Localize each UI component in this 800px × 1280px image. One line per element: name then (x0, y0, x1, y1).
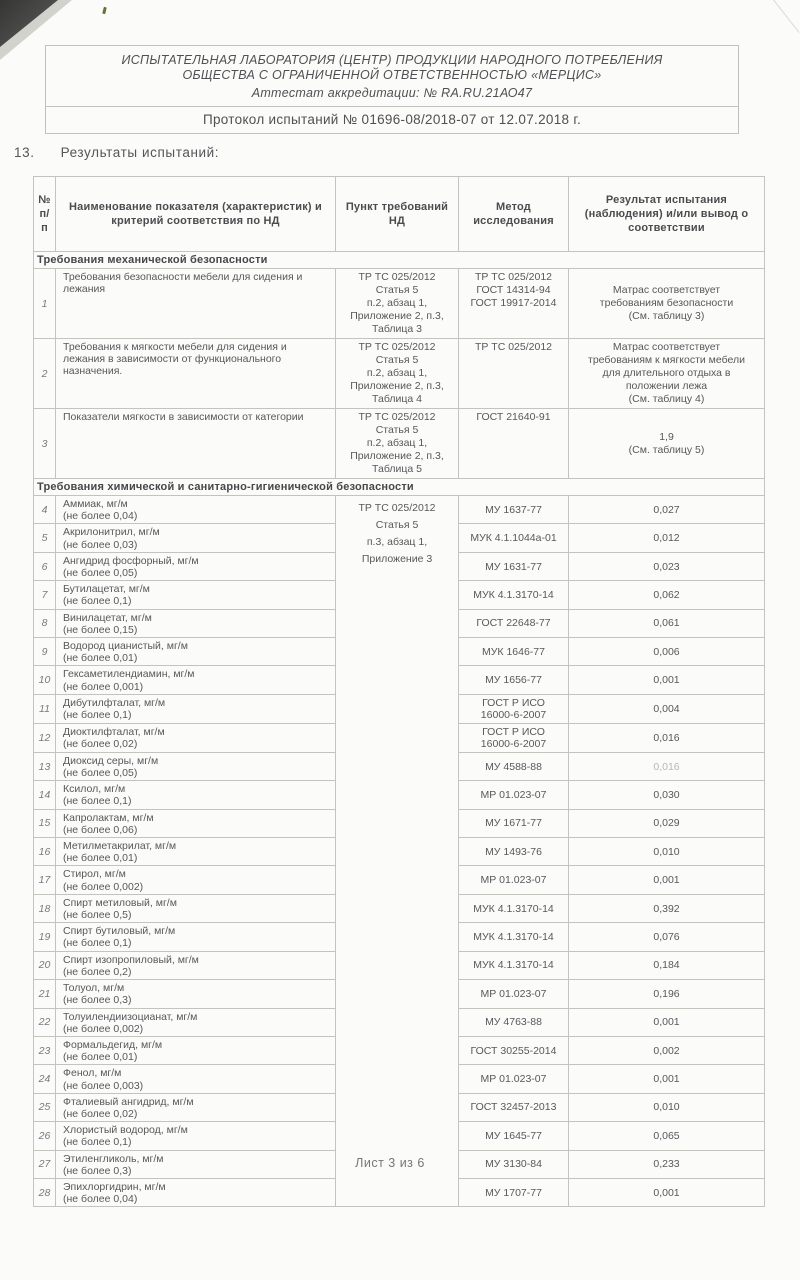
clause-cell (336, 339, 459, 409)
protocol-number-line: Протокол испытаний № 01696-08/2018-07 от 12.07.2018 г. (46, 106, 738, 133)
cell-line: Стирол, мг/м (63, 868, 126, 881)
method-cell: МР 01.023-07 (459, 866, 569, 894)
cell-line: Фталиевый ангидрид, мг/м (63, 1095, 194, 1108)
cell-line: (не более 0,02) (63, 738, 138, 751)
cell-line: ГОСТ 21640-91 (476, 411, 551, 423)
cell-line: (не более 0,05) (63, 567, 138, 580)
result-cell: 0,016 (569, 752, 765, 780)
cell-line: (не более 0,01) (63, 1051, 138, 1064)
cell-line: (не более 0,06) (63, 823, 138, 836)
row-number-cell: 19 (34, 923, 56, 951)
method-cell: МУК 4.1.3170-14 (459, 951, 569, 979)
cell-line: Спирт бутиловый, мг/м (63, 925, 176, 938)
cell-line: Хлористый водород, мг/м (63, 1124, 188, 1137)
indicator-name-cell: Требования к мягкости мебели для сидения и лежания в зависимости от функционального назначения. (56, 339, 336, 409)
cell-line: (не более 0,002) (63, 880, 144, 893)
indicator-name-cell (56, 1178, 336, 1206)
cell-line: (не более 0,01) (63, 652, 138, 665)
table-row (34, 269, 765, 339)
method-cell: МУ 4588-88 (459, 752, 569, 780)
method-cell: МУ 1656-77 (459, 666, 569, 694)
indicator-name-cell (56, 809, 336, 837)
result-cell (569, 269, 765, 339)
indicator-name-cell (56, 552, 336, 580)
cell-line: ТР ТС 025/2012 (358, 502, 436, 514)
cell-line: (не более 0,2) (63, 965, 132, 978)
result-cell: 0,001 (569, 866, 765, 894)
table-row (34, 409, 765, 479)
column-header: Наименование показателя (характеристик) и критерий соответствия по НД (56, 177, 336, 252)
column-header: Метод исследования (459, 177, 569, 252)
method-cell (459, 409, 569, 479)
cell-line: Метилметакрилат, мг/м (63, 840, 177, 853)
row-number-cell: 15 (34, 809, 56, 837)
cell-line: Таблица 4 (372, 393, 422, 405)
cell-line: (не более 0,03) (63, 538, 138, 551)
cell-line: (не более 0,04) (63, 510, 138, 523)
cell-line: ТР ТС 025/2012 (474, 271, 553, 283)
indicator-name-cell (56, 752, 336, 780)
indicator-name-cell (56, 609, 336, 637)
method-cell (459, 694, 569, 723)
method-cell: ГОСТ 22648-77 (459, 609, 569, 637)
page-number-footer: Лист 3 из 6 (355, 1156, 425, 1170)
indicator-name-cell (56, 1036, 336, 1064)
row-number-cell: 14 (34, 781, 56, 809)
result-cell: 0,001 (569, 1178, 765, 1206)
cell-line: Ксилол, мг/м (63, 783, 126, 796)
cell-line: ГОСТ 14314-94 (476, 284, 551, 296)
row-number-cell: 7 (34, 581, 56, 609)
cell-line: Толуол, мг/м (63, 982, 125, 995)
cell-line: Статья 5 (375, 424, 419, 436)
cell-line: Матрас соответствует (612, 341, 721, 353)
method-cell (459, 339, 569, 409)
cell-line: Таблица 5 (372, 463, 422, 475)
indicator-name-cell: Показатели мягкости в зависимости от категории (56, 409, 336, 479)
cell-line: ТР ТС 025/2012 (358, 271, 436, 283)
indicator-name-cell (56, 638, 336, 666)
cell-line: Аммиак, мг/м (63, 498, 128, 510)
row-number-cell: 20 (34, 951, 56, 979)
cell-line: 16000-6-2007 (480, 708, 547, 721)
cell-line: (не более 0,001) (63, 680, 144, 693)
cell-line: Дибутилфталат, мг/м (63, 696, 166, 709)
indicator-name-cell (56, 923, 336, 951)
method-cell: МУК 4.1.3170-14 (459, 923, 569, 951)
cell-line: Статья 5 (375, 284, 419, 296)
cell-line: ГОСТ Р ИСО (482, 725, 545, 738)
indicator-name-cell (56, 781, 336, 809)
cell-line: ТР ТС 025/2012 (474, 341, 553, 353)
method-cell: МУК 4.1.1044а-01 (459, 524, 569, 552)
cell-line: Приложение 2, п.3, (350, 380, 444, 392)
cell-line: ГОСТ Р ИСО (482, 696, 545, 709)
cell-line: Приложение 2, п.3, (350, 450, 444, 462)
result-cell: 0,010 (569, 1093, 765, 1121)
row-number-cell: 11 (34, 694, 56, 723)
cell-line: (не более 0,002) (63, 1022, 144, 1035)
clause-cell (336, 409, 459, 479)
result-cell: 0,027 (569, 496, 765, 524)
row-number-cell: 1 (34, 269, 56, 339)
cell-line: (не более 0,1) (63, 1136, 132, 1149)
cell-line: Спирт изопропиловый, мг/м (63, 953, 199, 966)
cell-line: (не более 0,05) (63, 767, 138, 780)
result-cell: 0,233 (569, 1150, 765, 1178)
method-cell: МР 01.023-07 (459, 1065, 569, 1093)
row-number-cell: 22 (34, 1008, 56, 1036)
indicator-name-cell (56, 496, 336, 524)
cell-line: (См. таблицу 5) (628, 443, 705, 456)
indicator-name-cell (56, 951, 336, 979)
result-cell: 0,062 (569, 581, 765, 609)
results-heading-number: 13. (14, 145, 35, 160)
cell-line: Акрилонитрил, мг/м (63, 526, 160, 539)
cell-line: Фенол, мг/м (63, 1067, 122, 1080)
table-header-row (34, 177, 765, 252)
indicator-name-cell (56, 866, 336, 894)
cell-line: требованиям безопасности (599, 297, 734, 309)
indicator-name-cell (56, 1093, 336, 1121)
results-section-heading (14, 145, 219, 160)
row-number-cell: 12 (34, 723, 56, 752)
cell-line: для длительного отдыха в (602, 367, 731, 379)
scan-edge-artifact (770, 0, 799, 33)
indicator-name-cell (56, 524, 336, 552)
cell-line: (не более 0,003) (63, 1079, 144, 1092)
result-cell: 0,392 (569, 894, 765, 922)
method-cell: МУ 1493-76 (459, 838, 569, 866)
indicator-name-cell (56, 1065, 336, 1093)
indicator-name-cell (56, 581, 336, 609)
cell-line: Бутилацетат, мг/м (63, 583, 150, 596)
result-cell: 0,001 (569, 1065, 765, 1093)
cell-line: п.2, абзац 1, (366, 367, 428, 379)
cell-line: (не более 0,1) (63, 795, 132, 808)
cell-line: Формальдегид, мг/м (63, 1038, 163, 1051)
result-cell: 0,065 (569, 1122, 765, 1150)
section-header-row (34, 479, 765, 496)
clause-cell (336, 269, 459, 339)
method-cell: МУК 1646-77 (459, 638, 569, 666)
indicator-name-cell (56, 1008, 336, 1036)
cell-line: (не более 0,02) (63, 1107, 138, 1120)
cell-line: (не более 0,3) (63, 1164, 132, 1177)
cell-line: Толуилендиизоцианат, мг/м (63, 1010, 198, 1023)
row-number-cell: 6 (34, 552, 56, 580)
row-number-cell: 28 (34, 1178, 56, 1206)
row-number-cell: 3 (34, 409, 56, 479)
row-number-cell: 4 (34, 496, 56, 524)
row-number-cell: 27 (34, 1150, 56, 1178)
result-cell: 0,030 (569, 781, 765, 809)
cell-line: (не более 0,5) (63, 909, 132, 922)
result-cell: 0,076 (569, 923, 765, 951)
result-cell: 0,001 (569, 666, 765, 694)
method-cell: МУ 1631-77 (459, 552, 569, 580)
indicator-name-cell (56, 694, 336, 723)
cell-line: Диоксид серы, мг/м (63, 754, 159, 767)
cell-line: п.2, абзац 1, (366, 437, 428, 449)
cell-line: (не более 0,15) (63, 623, 138, 636)
cell-line: положении лежа (625, 380, 708, 392)
cell-line: (не более 0,1) (63, 595, 132, 608)
clause-cell-merged (336, 496, 459, 1207)
section-header-row (34, 252, 765, 269)
cell-line: Этиленгликоль, мг/м (63, 1152, 164, 1165)
row-number-cell: 23 (34, 1036, 56, 1064)
cell-line: требованиям к мягкости мебели (588, 354, 745, 366)
indicator-name-cell (56, 980, 336, 1008)
column-header: Пункт требований НД (336, 177, 459, 252)
result-cell: 0,004 (569, 694, 765, 723)
cell-line: (не более 0,1) (63, 937, 132, 950)
indicator-name-cell (56, 666, 336, 694)
results-heading-label: Результаты испытаний: (60, 145, 220, 160)
cell-line: Статья 5 (375, 519, 419, 531)
cell-line: (См. таблицу 3) (628, 310, 705, 322)
result-cell: 0,023 (569, 552, 765, 580)
column-header: Результат испытания (наблюдения) и/или вывод о соответствии (569, 177, 765, 252)
cell-line: (не более 0,04) (63, 1193, 138, 1206)
results-table-body (34, 177, 765, 1207)
report-header (45, 45, 739, 134)
lab-title-line-2: ОБЩЕСТВА С ОГРАНИЧЕННОЙ ОТВЕТСТВЕННОСТЬЮ «МЕРЦИС» (182, 68, 602, 82)
cell-line: Винилацетат, мг/м (63, 611, 152, 624)
row-number-cell: 8 (34, 609, 56, 637)
result-cell: 0,029 (569, 809, 765, 837)
result-cell: 0,016 (569, 723, 765, 752)
table-row (34, 496, 765, 524)
cell-line: Ангидрид фосфорный, мг/м (63, 554, 199, 567)
result-cell: 0,196 (569, 980, 765, 1008)
cell-line: п.3, абзац 1, (366, 536, 428, 548)
section-title: Требования химической и санитарно-гигиенической безопасности (34, 479, 765, 496)
cell-line: (не более 0,3) (63, 994, 132, 1007)
method-cell: ГОСТ 32457-2013 (459, 1093, 569, 1121)
row-number-cell: 16 (34, 838, 56, 866)
row-number-cell: 5 (34, 524, 56, 552)
cell-line: Статья 5 (375, 354, 419, 366)
method-cell: МР 01.023-07 (459, 781, 569, 809)
cell-line: Гексаметилендиамин, мг/м (63, 668, 195, 681)
result-cell: 0,006 (569, 638, 765, 666)
method-cell: МУ 1645-77 (459, 1122, 569, 1150)
result-cell: 0,001 (569, 1008, 765, 1036)
cell-line: (См. таблицу 4) (628, 393, 705, 405)
cell-line: Капролактам, мг/м (63, 811, 154, 824)
row-number-cell: 10 (34, 666, 56, 694)
method-cell: МУК 4.1.3170-14 (459, 894, 569, 922)
lab-title-block (46, 46, 738, 106)
result-cell: 0,002 (569, 1036, 765, 1064)
indicator-name-cell (56, 723, 336, 752)
cell-line: Приложение 2, п.3, (350, 310, 444, 322)
method-cell (459, 269, 569, 339)
cell-line: 16000-6-2007 (480, 737, 547, 750)
row-number-cell: 2 (34, 339, 56, 409)
cell-line: (не более 0,01) (63, 852, 138, 865)
method-cell: МУК 4.1.3170-14 (459, 581, 569, 609)
results-table (33, 176, 765, 1207)
result-cell: 0,012 (569, 524, 765, 552)
row-number-cell: 9 (34, 638, 56, 666)
method-cell: МУ 1707-77 (459, 1178, 569, 1206)
indicator-name-cell (56, 1122, 336, 1150)
cell-line: 1,9 (659, 430, 674, 443)
cell-line: Матрас соответствует (612, 284, 721, 296)
row-number-cell: 26 (34, 1122, 56, 1150)
cell-line: ТР ТС 025/2012 (358, 341, 436, 353)
row-number-cell: 13 (34, 752, 56, 780)
cell-line: Приложение 3 (361, 553, 433, 565)
row-number-cell: 17 (34, 866, 56, 894)
result-cell: 0,184 (569, 951, 765, 979)
result-cell: 0,061 (569, 609, 765, 637)
accreditation-line: Аттестат аккредитации: № RA.RU.21АО47 (251, 86, 533, 100)
row-number-cell: 21 (34, 980, 56, 1008)
method-cell: МУ 1671-77 (459, 809, 569, 837)
cell-line: Диоктилфталат, мг/м (63, 725, 165, 738)
column-header: № п/п (34, 177, 56, 252)
result-cell (569, 409, 765, 479)
cell-line: ТР ТС 025/2012 (358, 411, 436, 423)
method-cell: МУ 3130-84 (459, 1150, 569, 1178)
row-number-cell: 18 (34, 894, 56, 922)
cell-line: Спирт метиловый, мг/м (63, 896, 177, 909)
method-cell: ГОСТ 30255-2014 (459, 1036, 569, 1064)
cell-line: п.2, абзац 1, (366, 297, 428, 309)
cell-line: (не более 0,1) (63, 709, 132, 722)
indicator-name-cell (56, 894, 336, 922)
method-cell (459, 723, 569, 752)
cell-line: Водород цианистый, мг/м (63, 640, 188, 653)
result-cell: 0,010 (569, 838, 765, 866)
lab-title-line-1: ИСПЫТАТЕЛЬНАЯ ЛАБОРАТОРИЯ (ЦЕНТР) ПРОДУКЦИИ НАРОДНОГО ПОТРЕБЛЕНИЯ (121, 53, 663, 67)
row-number-cell: 24 (34, 1065, 56, 1093)
method-cell: МУ 1637-77 (459, 496, 569, 524)
scan-speck (102, 7, 107, 15)
result-cell (569, 339, 765, 409)
method-cell: МР 01.023-07 (459, 980, 569, 1008)
section-title: Требования механической безопасности (34, 252, 765, 269)
indicator-name-cell: Требования безопасности мебели для сидения и лежания (56, 269, 336, 339)
table-row (34, 339, 765, 409)
indicator-name-cell (56, 838, 336, 866)
cell-line: Эпихлоргидрин, мг/м (63, 1180, 166, 1193)
cell-line: ГОСТ 19917-2014 (470, 297, 557, 309)
method-cell: МУ 4763-88 (459, 1008, 569, 1036)
row-number-cell: 25 (34, 1093, 56, 1121)
cell-line: Таблица 3 (372, 323, 422, 335)
